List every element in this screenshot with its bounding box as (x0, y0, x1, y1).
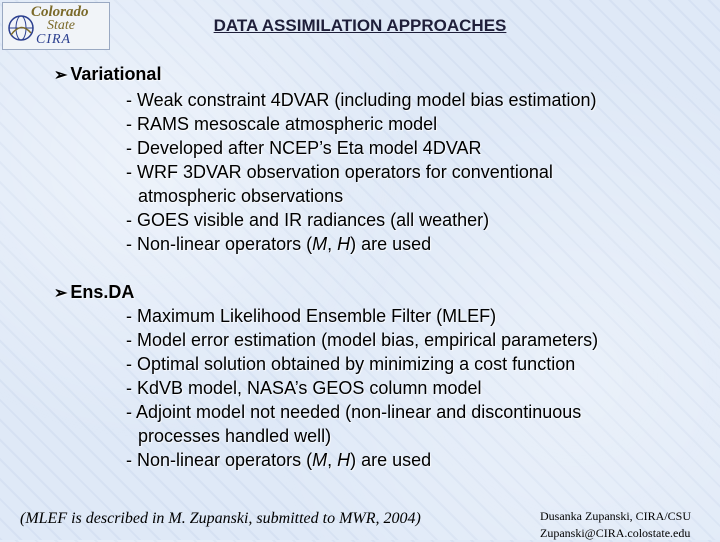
operators-separator: , (327, 234, 338, 254)
author-block (540, 508, 691, 542)
logo-text-state: State (47, 18, 75, 33)
footer-note: (MLEF is described in M. Zupanski, submitted to MWR, 2004) (20, 510, 421, 527)
operators-separator: , (327, 450, 338, 470)
list-item: - Optimal solution obtained by minimizing a cost function (126, 354, 576, 374)
variational-heading (54, 64, 161, 85)
logo-text-cira: CIRA (36, 32, 72, 47)
ensda-heading-label: Ens.DA (70, 282, 135, 302)
operators-suffix: ) are used (350, 450, 432, 470)
list-item: - GOES visible and IR radiances (all weather) (126, 210, 490, 230)
operators-suffix: ) are used (350, 234, 432, 254)
list-item: - Adjoint model not needed (non-linear and discontinuous (126, 402, 582, 422)
list-item: - WRF 3DVAR observation operators for conventional (126, 162, 553, 182)
author-email: Zupanski@CIRA.colostate.edu (540, 526, 691, 540)
list-item: - KdVB model, NASA’s GEOS column model (126, 378, 482, 398)
operator-h: H (337, 234, 351, 254)
arrow-bullet-icon: ➢ (54, 67, 68, 84)
operators-prefix: - Non-linear operators ( (126, 234, 313, 254)
operator-m: M (312, 234, 328, 254)
list-item: - Weak constraint 4DVAR (including model bias estimation) (126, 90, 597, 110)
list-item-operators (126, 234, 431, 255)
list-item: - Model error estimation (model bias, empirical parameters) (126, 330, 599, 350)
list-item: - Maximum Likelihood Ensemble Filter (MLEF) (126, 306, 497, 326)
author-name: Dusanka Zupanski, CIRA/CSU (540, 509, 691, 523)
list-item: - RAMS mesoscale atmospheric model (126, 114, 438, 134)
list-item-operators (126, 450, 431, 471)
list-item: - Developed after NCEP’s Eta model 4DVAR (126, 138, 482, 158)
operator-m: M (312, 450, 328, 470)
variational-heading-label: Variational (70, 64, 162, 84)
arrow-bullet-icon: ➢ (54, 285, 68, 302)
operator-h: H (337, 450, 351, 470)
operators-prefix: - Non-linear operators ( (126, 450, 313, 470)
logo-text-colorado: Colorado (31, 4, 89, 20)
list-item-continuation: atmospheric observations (138, 186, 344, 206)
slide-title: DATA ASSIMILATION APPROACHES (213, 16, 507, 35)
ensda-heading (54, 282, 134, 303)
list-item-continuation: processes handled well) (138, 426, 332, 446)
